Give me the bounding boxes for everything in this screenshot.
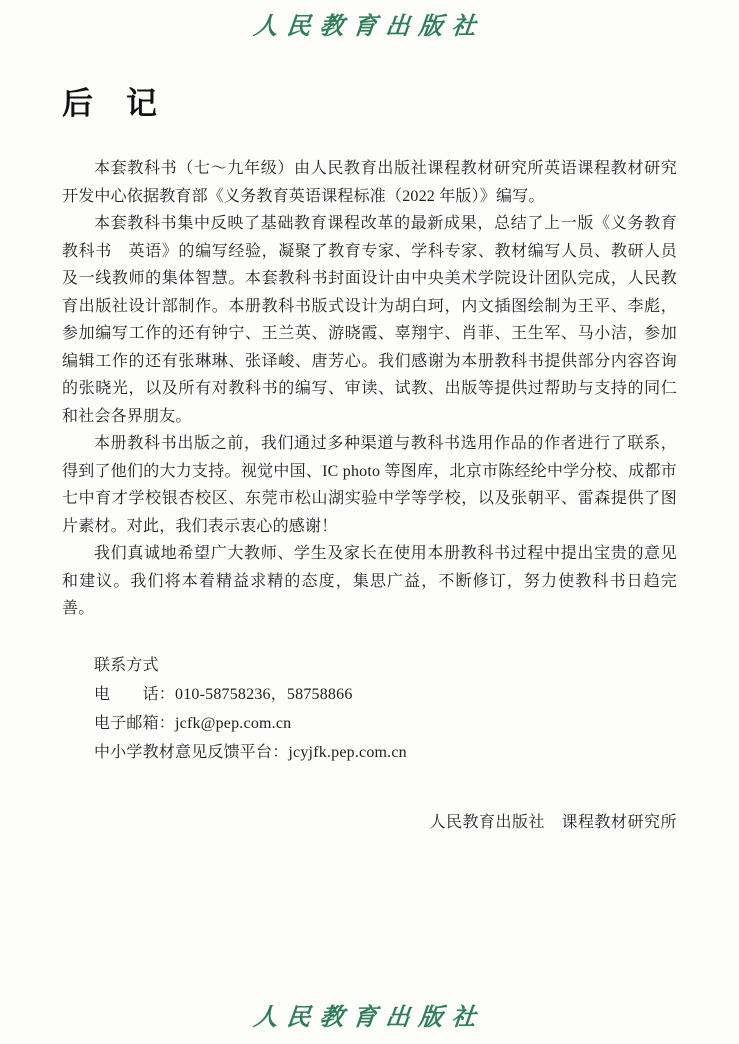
contact-phone: 电 话：010-58758236，58758866	[94, 685, 353, 703]
paragraph-acknowledgements: 本册教科书出版之前，我们通过多种渠道与教科书选用作品的作者进行了联系，得到了他们的大力支持。视觉中国、IC photo 等图库，北京市陈经纶中学分校、成都市七中育才学校银杏校区、东莞市松山湖实验中学等学校，以及张朝平、雷森提供了图片素材。对此，我们表示衷心的感谢！	[62, 435, 677, 535]
publisher-logo-calligraphy: 人民教育出版社	[252, 11, 487, 40]
contact-section	[62, 651, 677, 767]
publisher-logo-footer	[0, 997, 739, 1032]
paragraph-intro: 本套教科书（七～九年级）由人民教育出版社课程教材研究所英语课程教材研究开发中心依据教育部《义务教育英语课程标准（2022 年版）》编写。	[62, 160, 677, 205]
contact-feedback-platform: 中小学教材意见反馈平台：jcyjfk.pep.com.cn	[94, 743, 407, 761]
paragraph-credits: 本套教科书集中反映了基础教育课程改革的最新成果，总结了上一版《义务教育教科书 英语》的编写经验，凝聚了教育专家、学科专家、教材编写人员、教研人员及一线教师的集体智慧。本套教科书封面设计由中央美术学院设计团队完成，人民教育出版社设计部制作。本册教科书版式设计为胡白珂，内文插图绘制为王平、李彪，参加编写工作的还有钟宁、王兰英、游晓霞、辜翔宇、肖菲、王生军、马小洁，参加编辑工作的还有张琳琳、张译峻、唐芳心。我们感谢为本册教科书提供部分内容咨询的张晓光，以及所有对教科书的编写、审读、试教、出版等提供过帮助与支持的同仁和社会各界朋友。	[62, 215, 677, 425]
body-text	[62, 155, 677, 623]
contact-email: 电子邮箱：jcfk@pep.com.cn	[94, 714, 292, 732]
publisher-logo-header	[0, 6, 739, 41]
page-title: 后 记	[62, 86, 158, 121]
contact-heading: 联系方式	[94, 656, 159, 674]
paragraph-feedback-request: 我们真诚地希望广大教师、学生及家长在使用本册教科书过程中提出宝贵的意见和建议。我们将本着精益求精的态度，集思广益，不断修订，努力使教科书日趋完善。	[62, 545, 677, 617]
signature-line: 人民教育出版社 课程教材研究所	[429, 813, 677, 831]
publisher-logo-calligraphy: 人民教育出版社	[252, 1002, 487, 1031]
page-content	[62, 78, 677, 832]
